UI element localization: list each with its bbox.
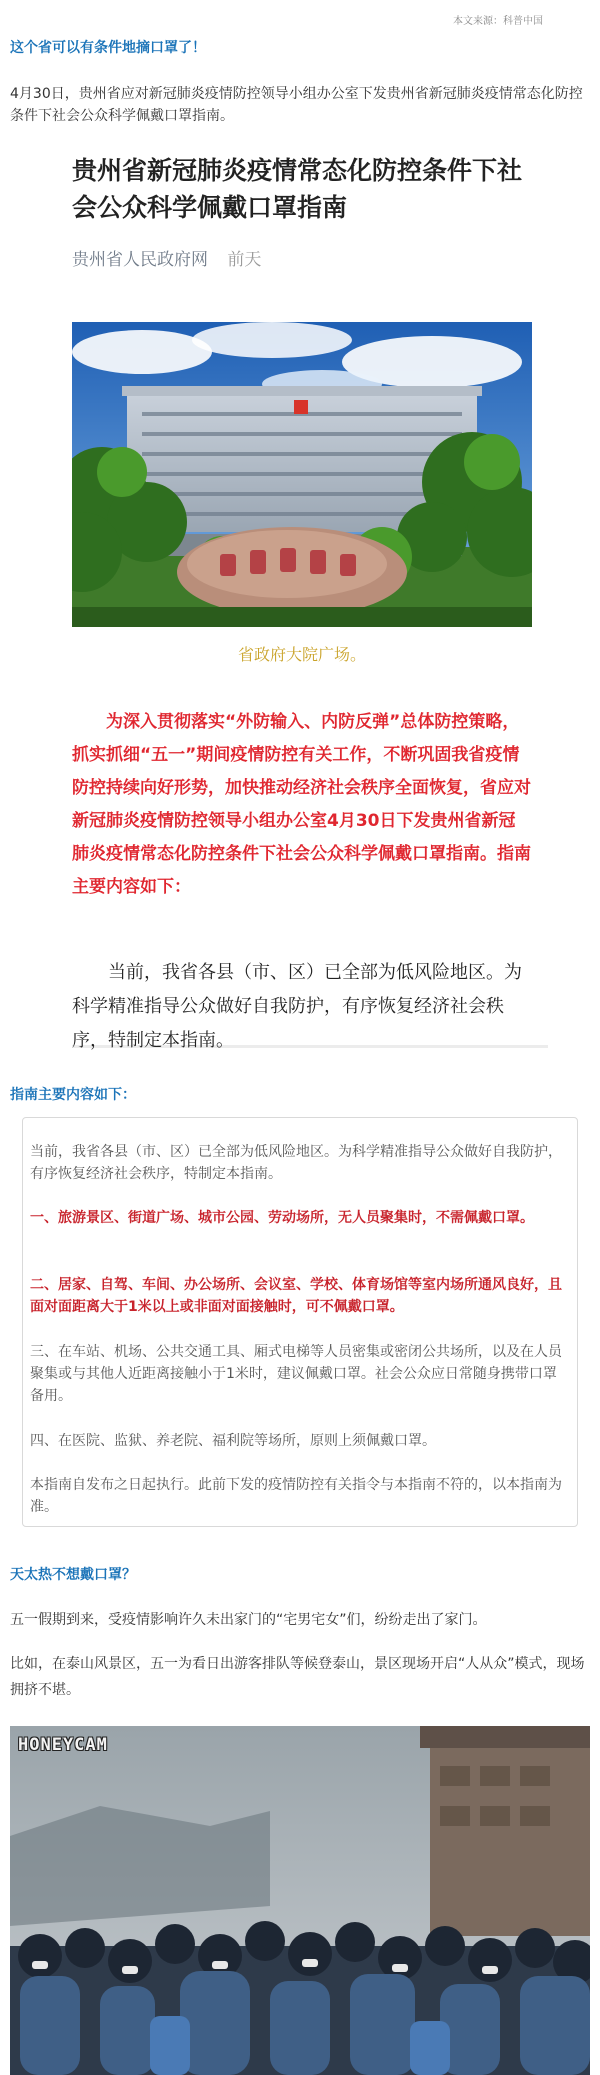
publisher-link[interactable]: 贵州省人民政府网	[72, 250, 208, 270]
section-heading-unmask: 这个省可以有条件地摘口罩了！	[10, 40, 206, 56]
section-heading-hot-weather: 天太热不想戴口罩？	[10, 1567, 136, 1583]
publish-date: 前天	[227, 250, 262, 270]
taishan-crowd-image	[10, 1726, 590, 2075]
guide-closing-note: 本指南自发布之日起执行。此前下发的疫情防控有关指令与本指南不符的，以本指南为准。	[30, 1477, 562, 1515]
crowd-illustration	[10, 1726, 590, 2075]
article-lead-paragraph: 为深入贯彻落实“外防输入、内防反弹”总体防控策略，抓实抓细“五一”期间疫情防控有关工作，不断巩固我省疫情防控持续向好形势，加快推动经济社会秩序全面恢复，省应对新冠肺炎疫情防控领导小组办公室4月30日下发贵州省新冠肺炎疫情常态化防控条件下社会公众科学佩戴口罩指南。指南主要内容如下：	[72, 712, 531, 897]
image-caption: 省政府大院广场。	[237, 645, 366, 664]
guide-paragraph-intro: 当前，我省各县（市、区）已全部为低风险地区。为科学精准指导公众做好自我防护，有序恢复经济社会秩序，特制定本指南。	[30, 1144, 562, 1182]
guide-item-1: 一、旅游景区、街道广场、城市公园、劳动场所，无人员聚集时，不需佩戴口罩。	[30, 1210, 534, 1226]
article-title: 贵州省新冠肺炎疫情常态化防控条件下社会公众科学佩戴口罩指南	[72, 156, 523, 222]
taishan-paragraph: 比如，在泰山风景区，五一为看日出游客排队等候登泰山，景区现场开启“人从众”模式，现场拥挤不堪。	[10, 1656, 585, 1698]
guide-item-2: 二、居家、自驾、车间、办公场所、会议室、学校、体育场馆等室内场所通风良好，且面对面距离大于1米以上或非面对面接触时，可不佩戴口罩。	[30, 1277, 562, 1315]
guide-item-4: 四、在医院、监狱、养老院、福利院等场所，原则上须佩戴口罩。	[30, 1433, 436, 1449]
source-label: 本文来源：科普中国	[453, 16, 543, 27]
government-plaza-illustration	[72, 322, 532, 627]
guide-item-3: 三、在车站、机场、公共交通工具、厢式电梯等人员密集或密闭公共场所，以及在人员聚集或与其他人近距离接触小于1米时，建议佩戴口罩。社会公众应日常随身携带口罩备用。	[30, 1344, 562, 1404]
article-body-paragraph: 当前，我省各县（市、区）已全部为低风险地区。为科学精准指导公众做好自我防护，有序恢复经济社会秩序，特制定本指南。	[72, 962, 522, 1051]
honeycam-watermark: HONEYCAM	[18, 1735, 108, 1755]
government-plaza-image	[72, 322, 532, 627]
holiday-paragraph: 五一假期到来，受疫情影响许久未出家门的“宅男宅女”们，纷纷走出了家门。	[10, 1612, 487, 1628]
article-meta	[72, 245, 261, 270]
section-heading-guide: 指南主要内容如下：	[10, 1087, 136, 1103]
intro-paragraph: 4月30日，贵州省应对新冠肺炎疫情防控领导小组办公室下发贵州省新冠肺炎疫情常态化防控条件下社会公众科学佩戴口罩指南。	[10, 86, 583, 124]
